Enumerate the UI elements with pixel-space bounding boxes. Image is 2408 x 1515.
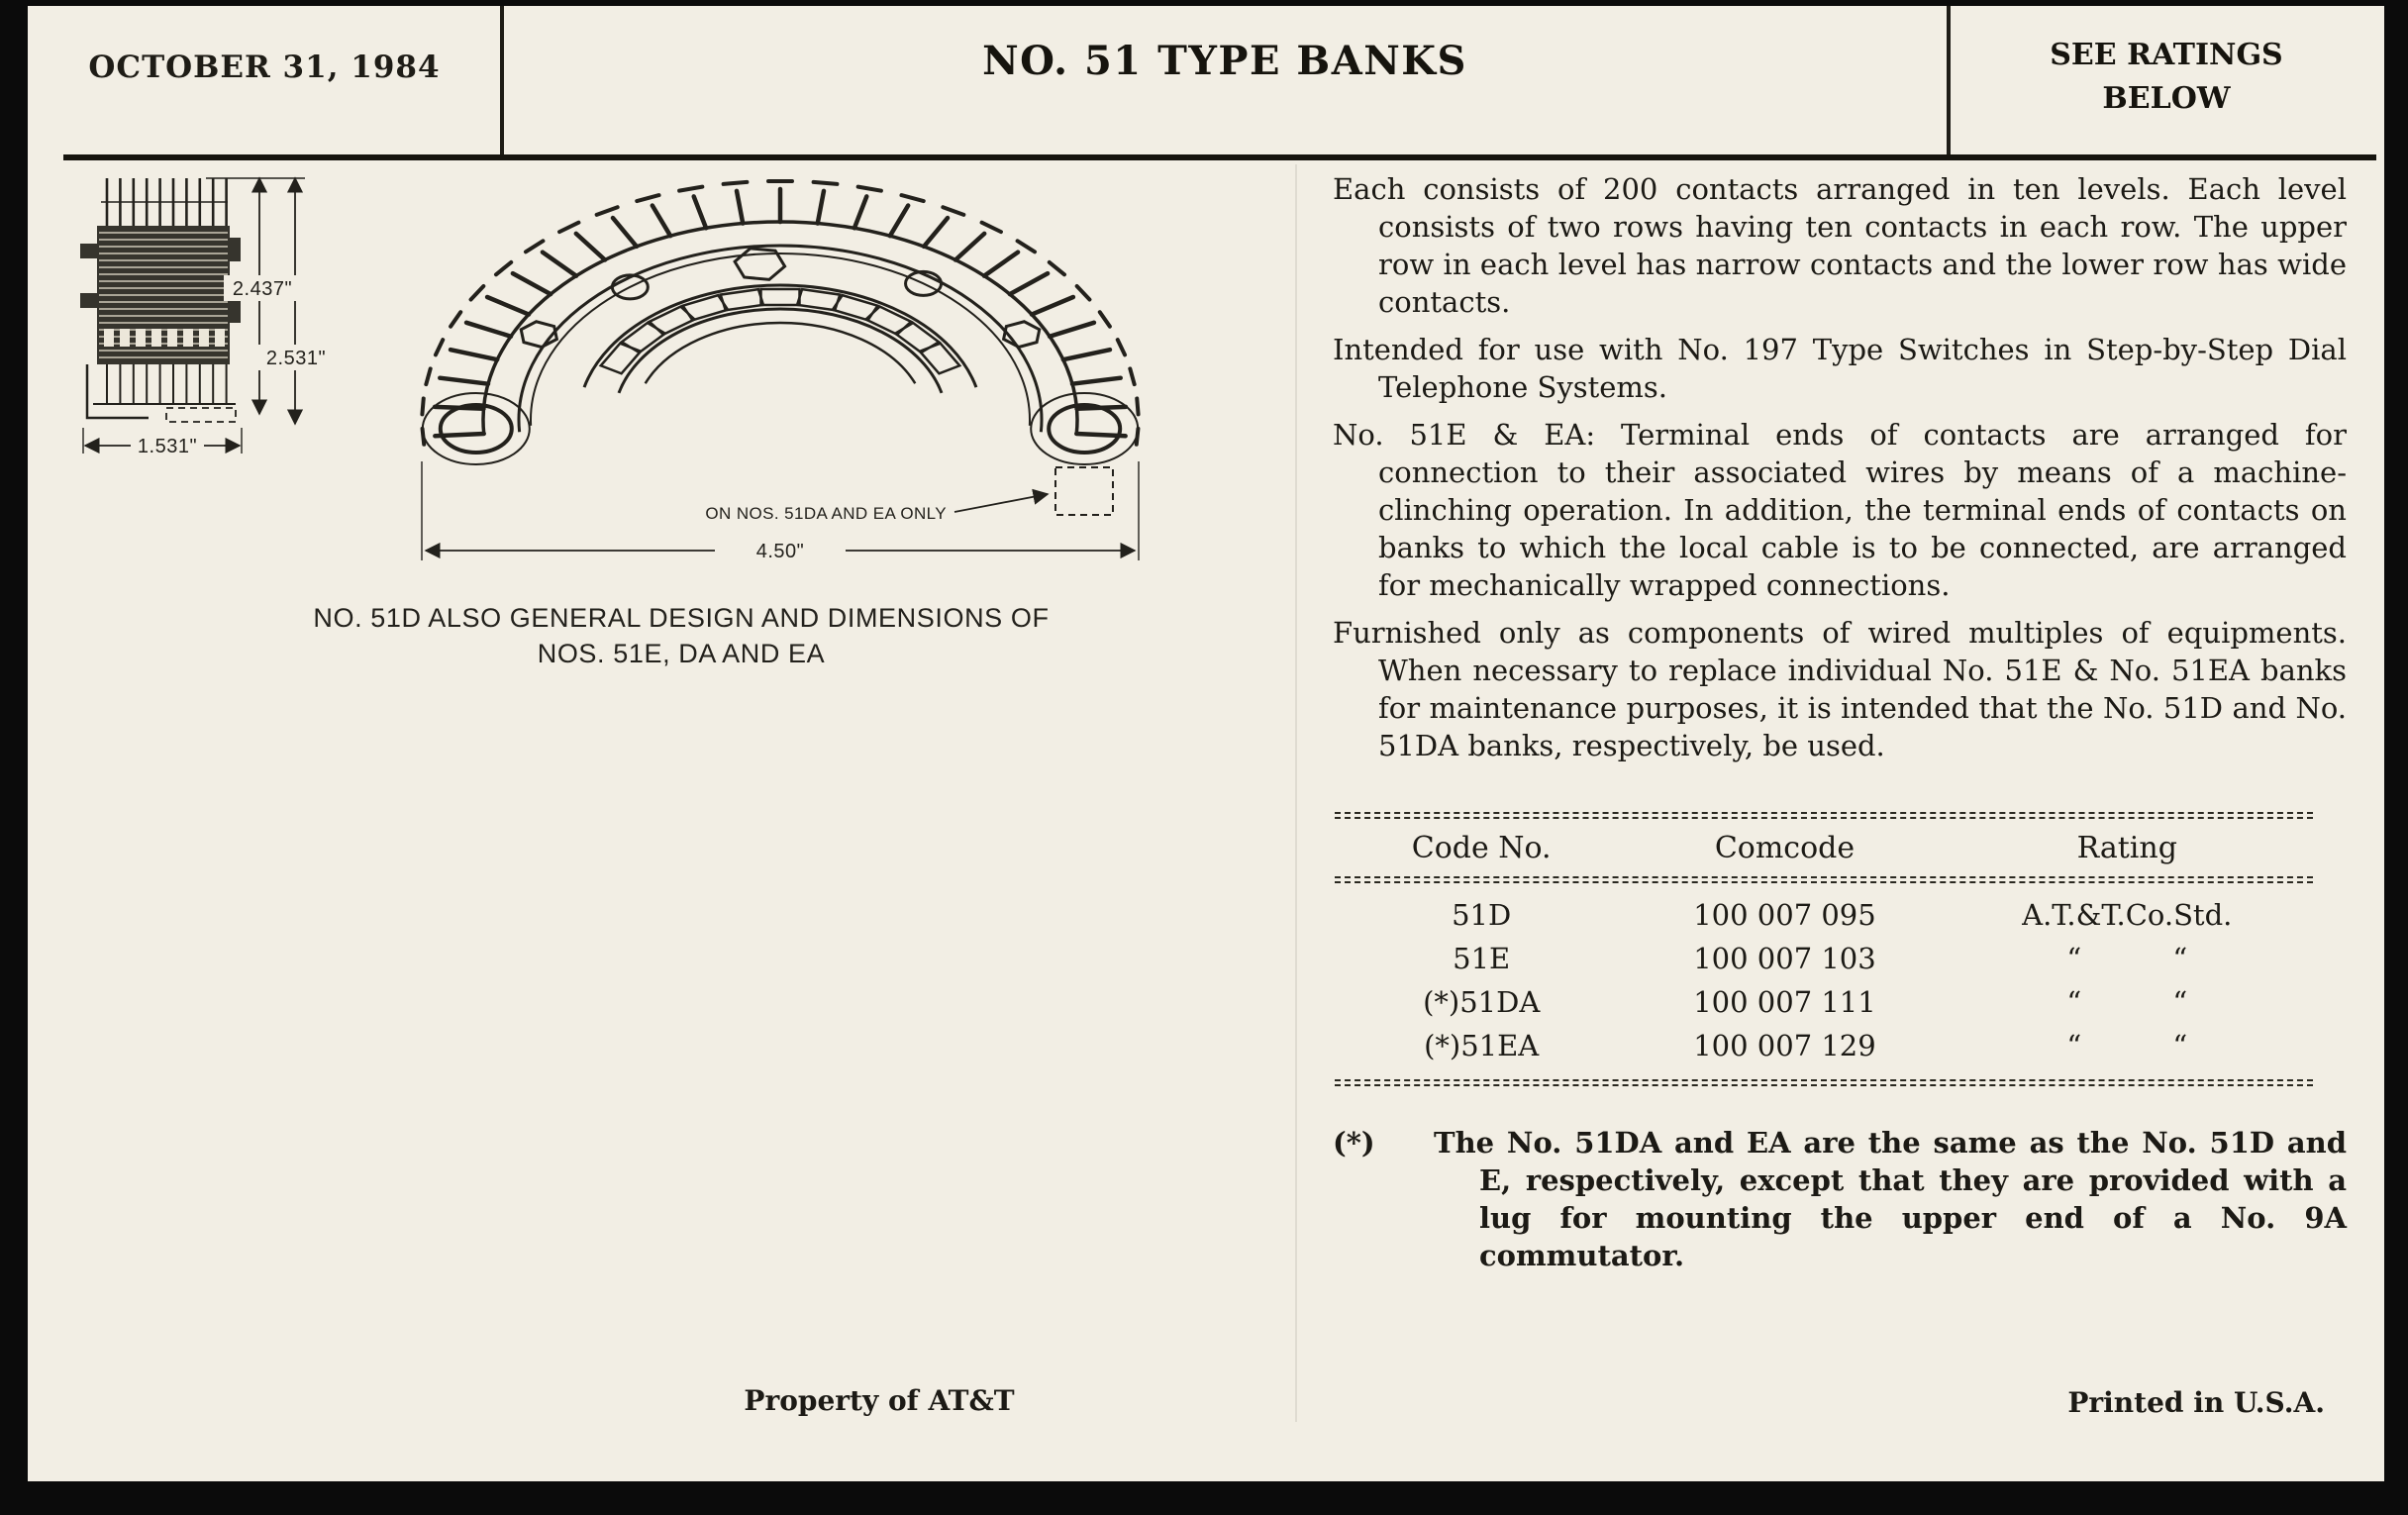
table-row [1335, 937, 2313, 980]
header-rule [63, 154, 2376, 160]
cell-rating: “ “ [2066, 1029, 2188, 1062]
footnote [1333, 1124, 2347, 1274]
table-rule-header [1335, 876, 2313, 883]
document-date: OCTOBER 31, 1984 [88, 50, 441, 85]
fan-lug-annotation [705, 467, 1113, 523]
side-dim-width-label: 1.531" [137, 436, 198, 457]
scanned-document-page [28, 6, 2384, 1481]
page-title: NO. 51 TYPE BANKS [982, 38, 1467, 84]
ratings-table [1335, 812, 2313, 1086]
table-header-comcode: Comcode [1714, 831, 1856, 865]
fan-dim-width-label: 4.50" [755, 541, 805, 562]
footer-property: Property of AT&T [744, 1384, 1015, 1417]
paragraph-intended-use: Intended for use with No. 197 Type Switches in Step-by-Step Dial Telephone Systems. [1333, 333, 2347, 404]
table-row [1335, 893, 2313, 937]
table-header-rating: Rating [2076, 831, 2177, 865]
footnote-marker: (*) [1333, 1126, 1375, 1160]
fan-lug-dashed-outline [1055, 467, 1113, 515]
side-dim-inner-label: 2.437" [232, 278, 293, 300]
ratings-note [1949, 34, 2384, 121]
description-column [1333, 170, 2347, 1274]
cell-rating: A.T.&T.Co.Std. [2022, 898, 2233, 932]
cell-comcode: 100 007 111 [1693, 985, 1876, 1019]
fan-view-drawing [422, 181, 1139, 562]
cell-comcode: 100 007 129 [1693, 1029, 1876, 1062]
drawing-caption-line1: NO. 51D ALSO GENERAL DESIGN AND DIMENSIONS OF [313, 603, 1050, 633]
table-rule-bottom [1335, 1079, 2313, 1086]
table-header-row [1335, 819, 2313, 876]
drawing-caption-line2: NOS. 51E, DA AND EA [537, 639, 826, 668]
ratings-note-line1: SEE RATINGS [2050, 38, 2283, 72]
table-rule-top [1335, 812, 2313, 819]
cell-comcode: 100 007 095 [1693, 898, 1876, 932]
paragraph-51e-ea: No. 51E & EA: Terminal ends of contacts are arranged for connection to their associated wires by means of a machine-clinching operation. In addition, the terminal ends of contacts on banks to which the local cable is to be connected, are arranged for mechanically wrapped connections. [1333, 418, 2347, 602]
side-dim-outer-label: 2.531" [265, 348, 327, 369]
cell-rating: “ “ [2066, 942, 2188, 975]
table-body [1335, 883, 2313, 1079]
cell-code: 51E [1453, 942, 1511, 975]
paragraph-contacts: Each consists of 200 contacts arranged in ten levels. Each level consists of two rows having ten contacts in each row. The upper row in each level has narrow contacts and the lower row has wide contacts. [1333, 172, 2347, 319]
cell-code: 51D [1452, 898, 1512, 932]
cell-code: (*)51EA [1424, 1029, 1540, 1062]
table-header-code: Code No. [1411, 831, 1552, 865]
paragraph-furnished: Furnished only as components of wired multiples of equipments. When necessary to replace individual No. 51E & No. 51EA banks for maintenance purposes, it is intended that the No. 51D and No. 51DA banks, respectively, be used. [1333, 616, 2347, 762]
drawing-caption [147, 600, 1216, 671]
fan-lug-note-label: ON NOS. 51DA AND EA ONLY [705, 504, 947, 523]
cell-code: (*)51DA [1423, 985, 1541, 1019]
ratings-note-line2: BELOW [2102, 81, 2231, 116]
cell-rating: “ “ [2066, 985, 2188, 1019]
table-row [1335, 1024, 2313, 1067]
table-row [1335, 980, 2313, 1024]
side-view-drawing [80, 178, 335, 457]
cell-comcode: 100 007 103 [1693, 942, 1876, 975]
footer-printed: Printed in U.S.A. [2067, 1386, 2325, 1419]
technical-drawing [57, 164, 1315, 630]
footnote-text: The No. 51DA and EA are the same as the No. 51D and E, respectively, except that they are provided with a lug for mounting the upper end of a No. 9A commutator. [1434, 1126, 2347, 1272]
